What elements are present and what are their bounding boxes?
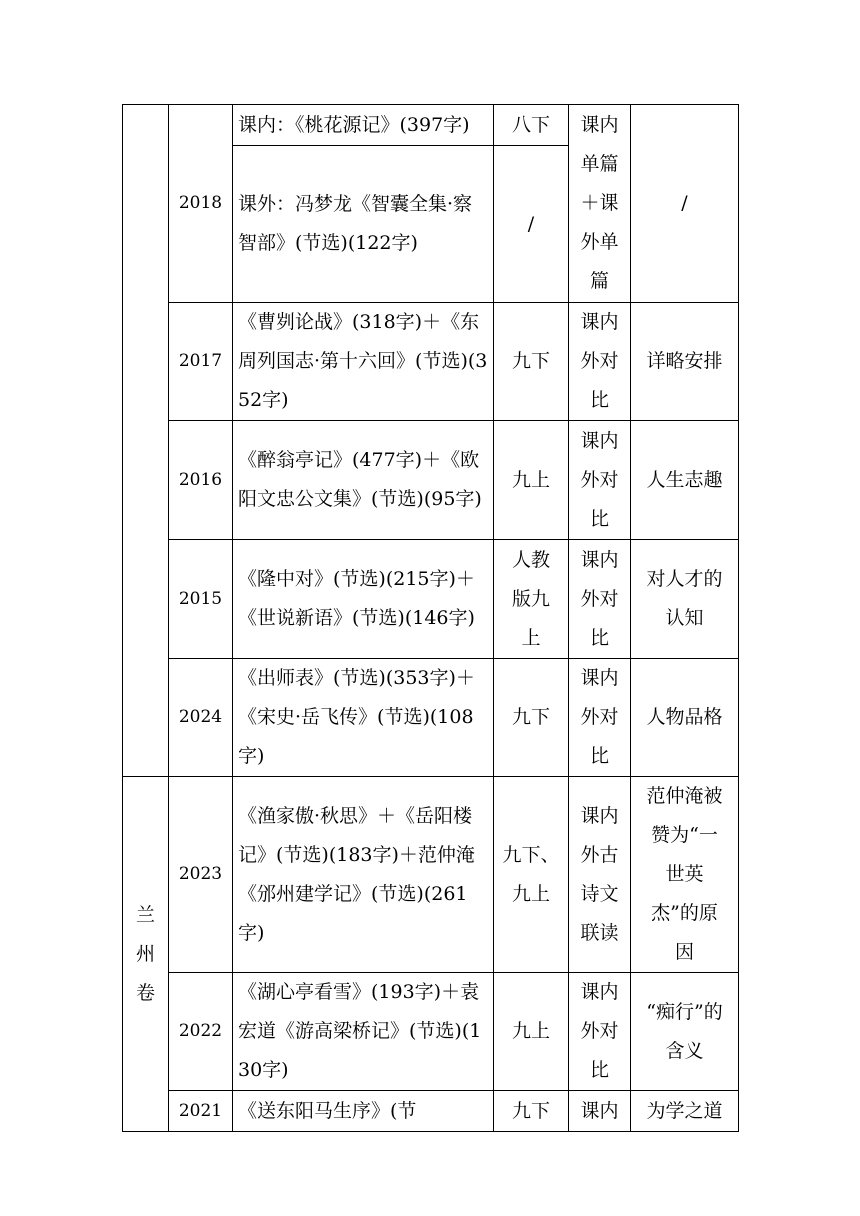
theme-cell: 为学之道 [631, 1091, 739, 1132]
theme-cell: / [631, 105, 739, 303]
grade-cell: 八下 [494, 105, 569, 146]
table-row [123, 421, 739, 540]
theme-label: “痴行”的含义 [646, 1000, 723, 1062]
year-cell: 2024 [169, 659, 233, 777]
region-label: 兰州卷 [135, 903, 155, 1004]
type-cell [569, 777, 631, 973]
table-row [123, 540, 739, 659]
text-cell: 《出师表》(节选)(353字)＋《宋史·岳飞传》(节选)(108字) [233, 659, 494, 777]
grade-cell: 九下 [494, 303, 569, 421]
grade-cell: 九下 [494, 659, 569, 777]
theme-cell [631, 540, 739, 659]
year-cell: 2023 [169, 777, 233, 973]
type-cell [569, 973, 631, 1091]
type-label: 课内外对比 [580, 548, 619, 649]
type-label: 课内外对比 [580, 981, 619, 1081]
year-cell: 2015 [169, 540, 233, 659]
type-cell [569, 105, 631, 303]
region-cell [123, 105, 169, 777]
table-row [123, 105, 739, 146]
text-cell: 《醉翁亭记》(477字)＋《欧阳文忠公文集》(节选)(95字) [233, 421, 494, 540]
type-cell [569, 421, 631, 540]
type-label: 课内外古诗文联读 [580, 804, 619, 944]
type-label: 课内外对比 [580, 429, 619, 530]
type-label: 课内单篇＋课外单篇 [580, 114, 619, 292]
type-cell [569, 1091, 631, 1132]
table-row [123, 659, 739, 777]
theme-cell [631, 777, 739, 973]
table-row [123, 777, 739, 973]
grade-label: 人教版九上 [511, 548, 550, 649]
table-row [123, 1091, 739, 1132]
type-cell [569, 540, 631, 659]
year-cell: 2016 [169, 421, 233, 540]
theme-label: 范仲淹被赞为“一世英杰”的原因 [646, 785, 723, 963]
text-cell: 课外：冯梦龙《智囊全集·察智部》(节选)(122字) [233, 146, 494, 303]
theme-cell: 人生志趣 [631, 421, 739, 540]
text-cell: 《渔家傲·秋思》＋《岳阳楼记》(节选)(183字)＋范仲淹《邠州建学记》(节选)(261字) [233, 777, 494, 973]
type-cell [569, 659, 631, 777]
table-row [123, 973, 739, 1091]
text-cell: 课内：《桃花源记》(397字) [233, 105, 494, 146]
year-cell: 2017 [169, 303, 233, 421]
grade-label: 九下、九上 [502, 843, 560, 905]
grade-cell: 九下 [494, 1091, 569, 1132]
text-cell: 《送东阳马生序》(节 [233, 1091, 494, 1132]
theme-cell: 详略安排 [631, 303, 739, 421]
type-label: 课内外对比 [580, 311, 619, 411]
type-label: 课内 [580, 1099, 619, 1122]
table-row [123, 303, 739, 421]
region-cell [123, 777, 169, 1132]
text-cell: 《曹刿论战》(318字)＋《东周列国志·第十六回》(节选)(352字) [233, 303, 494, 421]
text-cell: 《隆中对》(节选)(215字)＋《世说新语》(节选)(146字) [233, 540, 494, 659]
grade-cell [494, 777, 569, 973]
type-label: 课内外对比 [580, 667, 619, 767]
grade-cell: 九上 [494, 421, 569, 540]
grade-cell [494, 540, 569, 659]
year-cell: 2022 [169, 973, 233, 1091]
year-cell: 2018 [169, 105, 233, 303]
grade-cell: / [494, 146, 569, 303]
text-cell: 《湖心亭看雪》(193字)＋袁宏道《游高梁桥记》(节选)(130字) [233, 973, 494, 1091]
type-cell [569, 303, 631, 421]
year-cell: 2021 [169, 1091, 233, 1132]
theme-cell: 人物品格 [631, 659, 739, 777]
theme-cell [631, 973, 739, 1091]
grade-cell: 九上 [494, 973, 569, 1091]
theme-label: 对人才的认知 [646, 568, 723, 629]
exam-table [122, 104, 739, 1132]
